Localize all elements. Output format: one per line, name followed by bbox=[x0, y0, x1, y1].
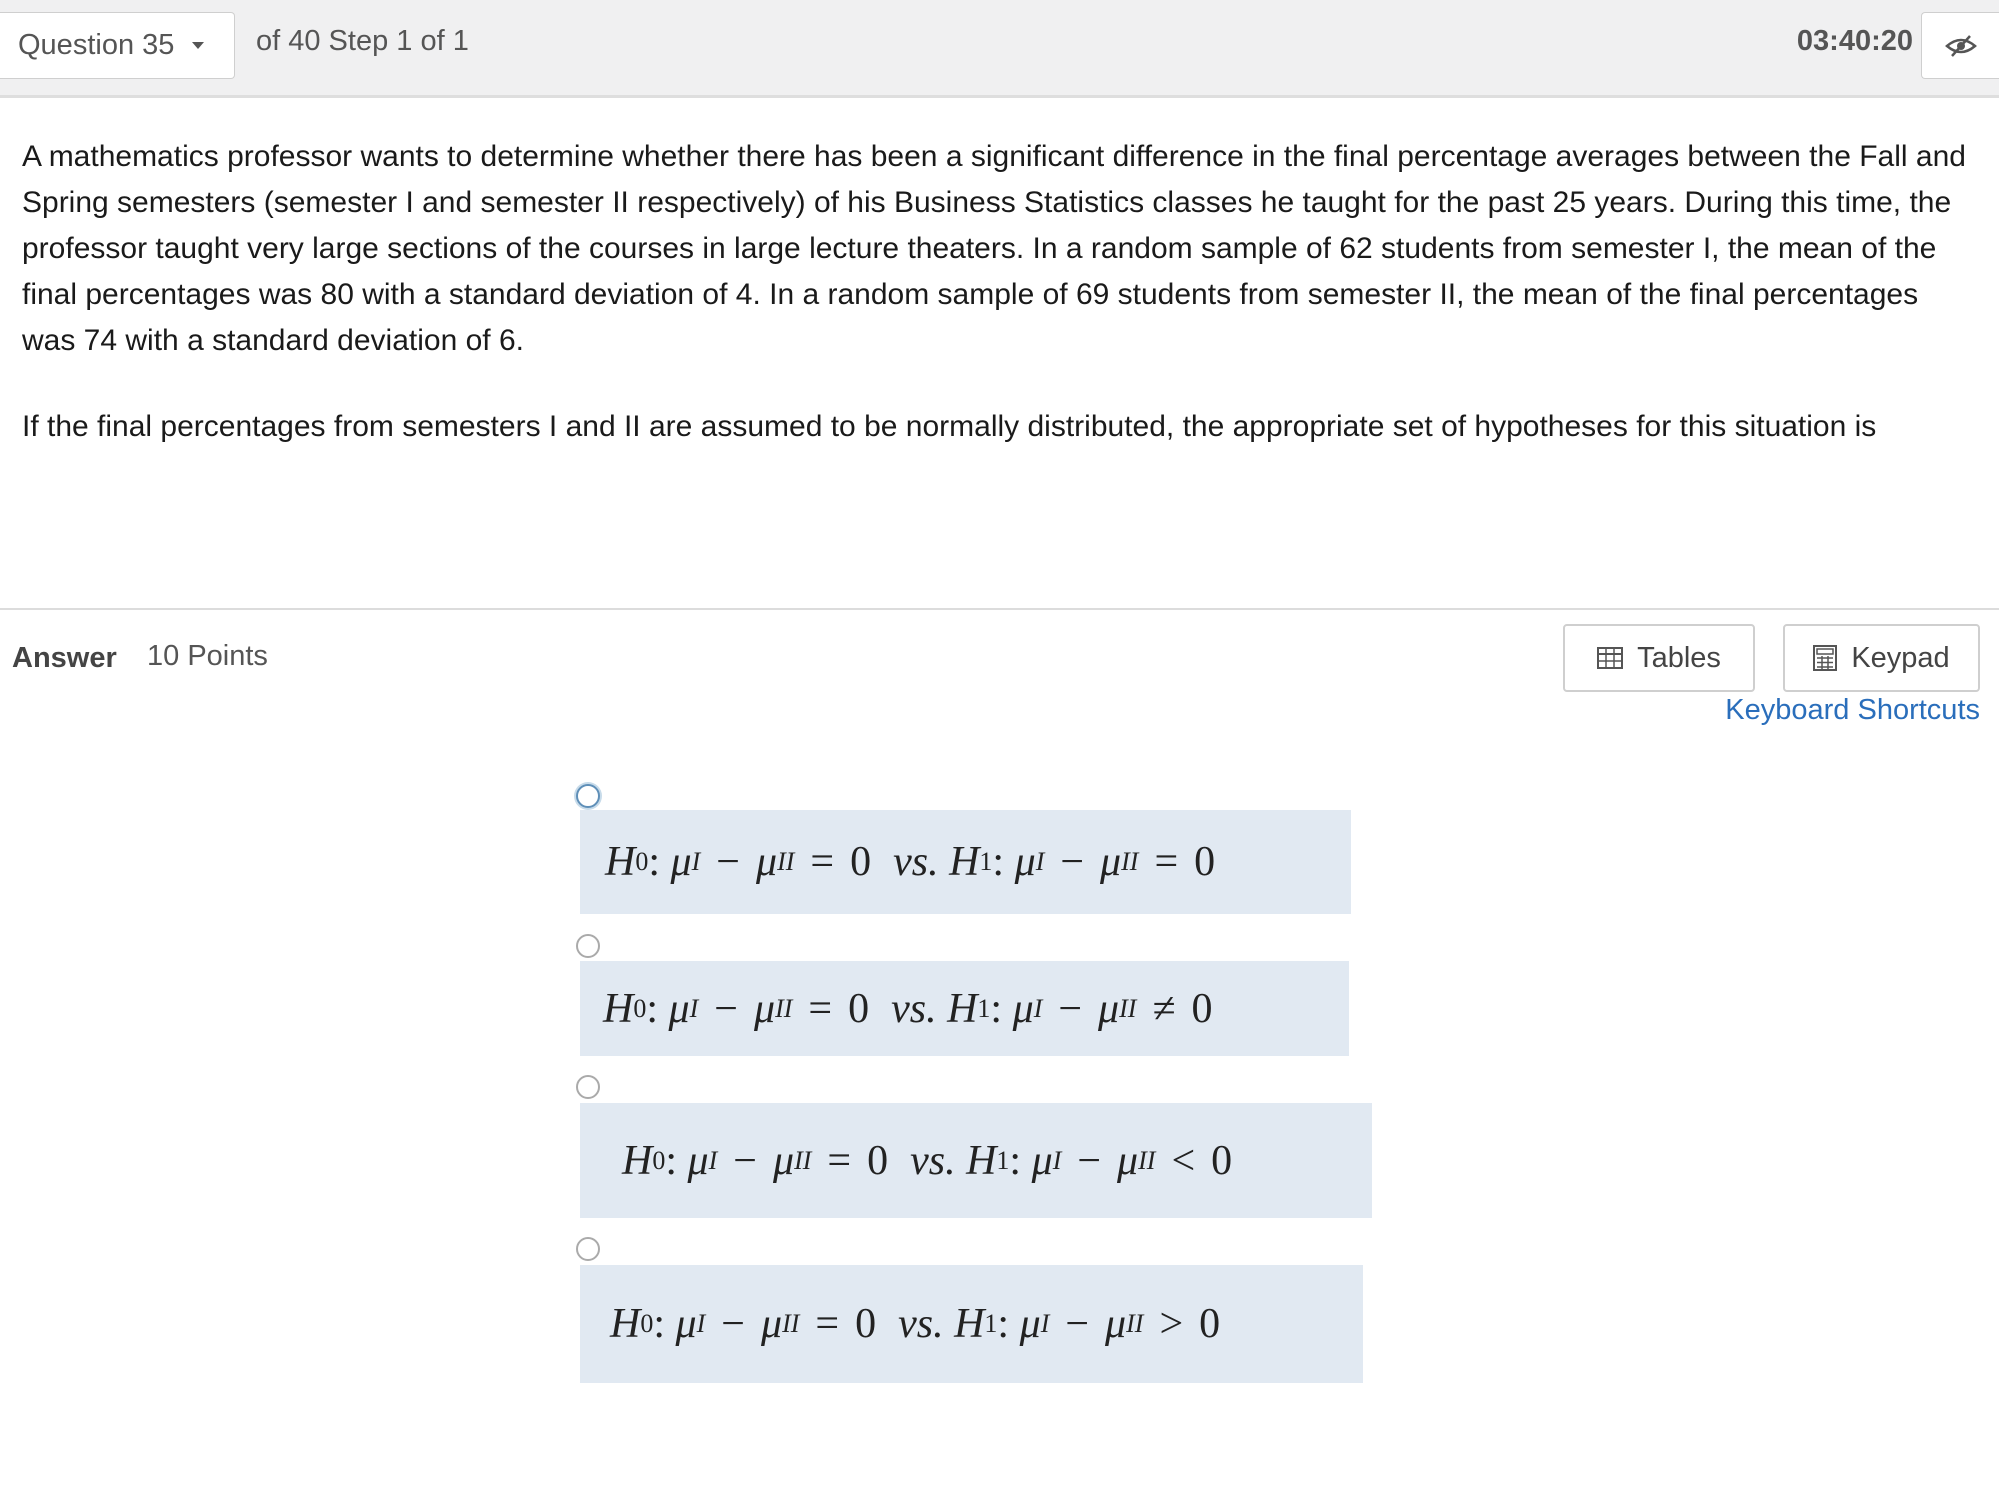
option-3[interactable]: H 0 : μ I − μ II = 0 vs. H 1 : μ I − μ II < 0 bbox=[580, 1103, 1372, 1218]
calculator-icon bbox=[1813, 645, 1837, 671]
option-3-null-relation: = bbox=[827, 1137, 852, 1184]
option-2[interactable]: H 0 : μ I − μ II = 0 vs. H 1 : μ I − μ II ≠ 0 bbox=[580, 961, 1349, 1056]
option-1-null-relation: = bbox=[810, 839, 835, 885]
question-prompt: If the final percentages from semesters I and II are assumed to be normally distributed, the appropriate set of hypotheses for this situation is bbox=[22, 410, 1877, 443]
answer-label: Answer bbox=[12, 642, 117, 674]
option-4-alt-relation: > bbox=[1159, 1301, 1184, 1347]
keypad-label: Keypad bbox=[1851, 641, 1950, 674]
option-2-radio[interactable] bbox=[576, 934, 600, 958]
option-1-radio[interactable] bbox=[576, 784, 600, 808]
option-4[interactable]: H 0 : μ I − μ II = 0 vs. H 1 : μ I − μ II > 0 bbox=[580, 1265, 1363, 1383]
option-1[interactable]: H 0 : μ I − μ II = 0 vs. H 1 : μ I − μ II = 0 bbox=[580, 810, 1351, 914]
question-selector[interactable] bbox=[0, 12, 235, 79]
option-1-alt-relation: = bbox=[1154, 839, 1179, 885]
option-4-radio[interactable] bbox=[576, 1237, 600, 1261]
option-4-null-relation: = bbox=[815, 1301, 840, 1347]
option-3-radio[interactable] bbox=[576, 1075, 600, 1099]
tables-button[interactable] bbox=[1563, 624, 1755, 692]
keypad-button[interactable] bbox=[1783, 624, 1980, 692]
step-info: of 40 Step 1 of 1 bbox=[256, 25, 469, 57]
hide-timer-button[interactable] bbox=[1921, 12, 1999, 79]
table-icon bbox=[1597, 647, 1623, 669]
caret-down-icon bbox=[192, 42, 204, 49]
timer: 03:40:20 bbox=[1796, 25, 1913, 57]
divider bbox=[0, 608, 1999, 610]
option-2-null-relation: = bbox=[808, 985, 833, 1032]
top-bar bbox=[0, 0, 1999, 98]
question-text bbox=[22, 134, 1972, 450]
option-3-alt-relation: < bbox=[1171, 1137, 1196, 1184]
points-label: 10 Points bbox=[147, 640, 268, 672]
question-paragraph: A mathematics professor wants to determine whether there has been a significant difference in the final percentage averages between the Fall and Spring semesters (semester I and semester II respectively) of his Business Statistics classes he taught for the past 25 years. During this time, the professor taught very large sections of the courses in large lecture theaters. In a random sample of 62 students from semester I, the mean of the final percentages was 80 with a standard deviation of 4. In a random sample of 69 students from semester II, the mean of the final percentages was 74 with a standard deviation of 6. bbox=[22, 140, 1966, 357]
question-selector-label: Question 35 bbox=[18, 29, 175, 61]
keyboard-shortcuts-link[interactable]: Keyboard Shortcuts bbox=[1725, 694, 1980, 726]
eye-slash-icon bbox=[1945, 34, 1977, 58]
option-2-alt-relation: ≠ bbox=[1152, 985, 1176, 1032]
tables-label: Tables bbox=[1637, 641, 1721, 674]
